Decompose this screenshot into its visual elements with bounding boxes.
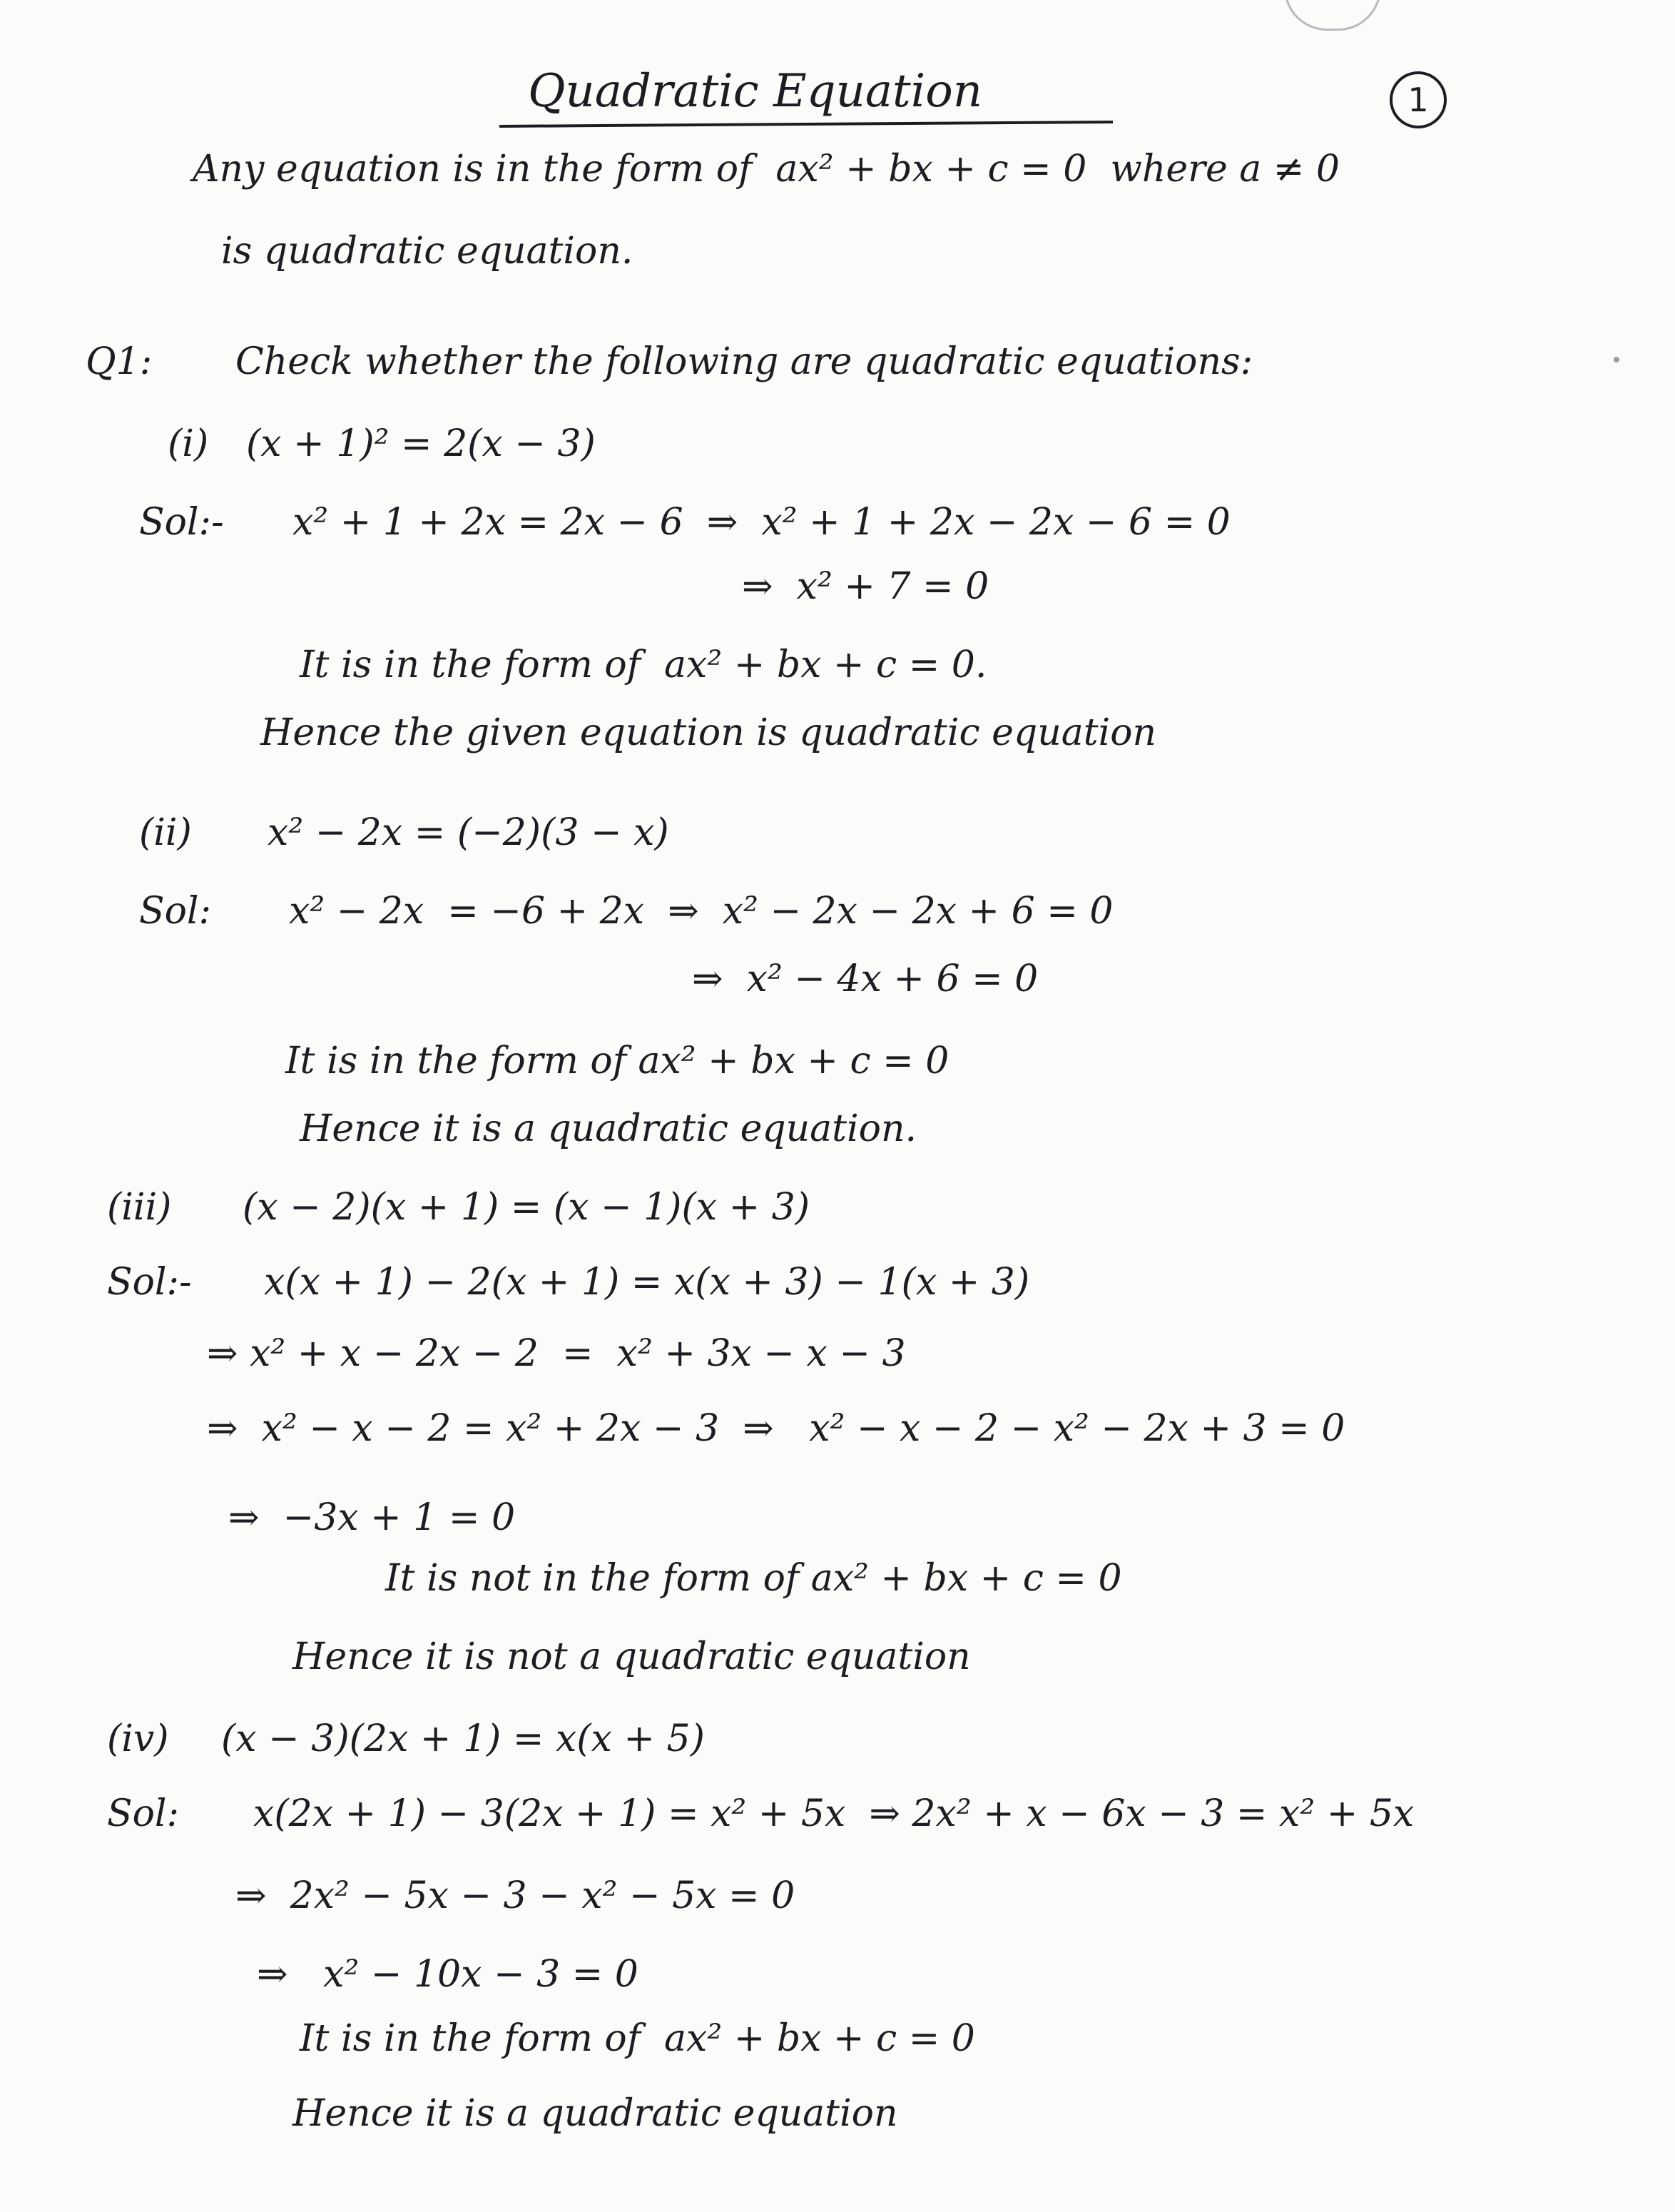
part-4-label: (iv) [107, 1718, 169, 1760]
part-2-equation: x² − 2x = (−2)(3 − x) [268, 811, 669, 854]
part-1-sol-label: Sol:- [139, 501, 224, 544]
part-1-conclusion: Hence the given equation is quadratic equation [260, 711, 1157, 754]
title-underline [499, 121, 1113, 128]
part-4-sol-label: Sol: [107, 1792, 180, 1835]
part-4-conclusion: Hence it is a quadratic equation [292, 2092, 898, 2135]
part-2-label: (ii) [139, 811, 192, 854]
page-number-badge: 1 [1390, 71, 1447, 128]
part-3-step-1: x(x + 1) − 2(x + 1) = x(x + 3) − 1(x + 3) [264, 1261, 1030, 1304]
part-3-label: (iii) [107, 1186, 172, 1229]
part-4-step-2: ⇒ 2x² − 5x − 3 − x² − 5x = 0 [235, 1874, 795, 1917]
part-3-sol-label: Sol:- [107, 1261, 192, 1304]
part-1-step-1: x² + 1 + 2x = 2x − 6 ⇒ x² + 1 + 2x − 2x − 6 = 0 [292, 501, 1231, 544]
part-1-label: (i) [168, 422, 209, 465]
part-4-step-1: x(2x + 1) − 3(2x + 1) = x² + 5x ⇒ 2x² + x − 6x − 3 = x² + 5x [253, 1792, 1415, 1835]
page-title: Quadratic Equation [528, 65, 982, 118]
corner-scribble [1284, 0, 1381, 31]
definition-line-1: Any equation is in the form of ax² + bx + c = 0 where a ≠ 0 [193, 148, 1340, 191]
question-label: Q1: [86, 340, 153, 383]
part-3-conclusion: Hence it is not a quadratic equation [292, 1635, 971, 1678]
part-1-step-2: ⇒ x² + 7 = 0 [742, 565, 989, 608]
part-2-step-2: ⇒ x² − 4x + 6 = 0 [692, 958, 1039, 1000]
definition-line-2: is quadratic equation. [221, 230, 633, 273]
part-3-equation: (x − 2)(x + 1) = (x − 1)(x + 3) [243, 1186, 810, 1229]
part-2-form-line: It is in the form of ax² + bx + c = 0 [285, 1040, 949, 1082]
part-4-form-line: It is in the form of ax² + bx + c = 0 [300, 2017, 975, 2060]
margin-dot [1614, 357, 1619, 362]
part-2-step-1: x² − 2x = −6 + 2x ⇒ x² − 2x − 2x + 6 = 0 [289, 890, 1114, 933]
part-4-step-3: ⇒ x² − 10x − 3 = 0 [257, 1953, 638, 1996]
part-3-step-2: ⇒ x² + x − 2x − 2 = x² + 3x − x − 3 [207, 1332, 906, 1375]
part-1-form-line: It is in the form of ax² + bx + c = 0. [300, 644, 987, 686]
question-prompt: Check whether the following are quadratic equations: [235, 340, 1253, 383]
part-2-conclusion: Hence it is a quadratic equation. [300, 1107, 917, 1150]
part-1-equation: (x + 1)² = 2(x − 3) [246, 422, 596, 465]
part-2-sol-label: Sol: [139, 890, 212, 933]
part-3-form-line: It is not in the form of ax² + bx + c = 0 [385, 1557, 1122, 1600]
part-3-step-4: ⇒ −3x + 1 = 0 [228, 1496, 516, 1539]
part-3-step-3: ⇒ x² − x − 2 = x² + 2x − 3 ⇒ x² − x − 2 − x² − 2x + 3 = 0 [207, 1407, 1345, 1450]
part-4-equation: (x − 3)(2x + 1) = x(x + 5) [221, 1718, 705, 1760]
